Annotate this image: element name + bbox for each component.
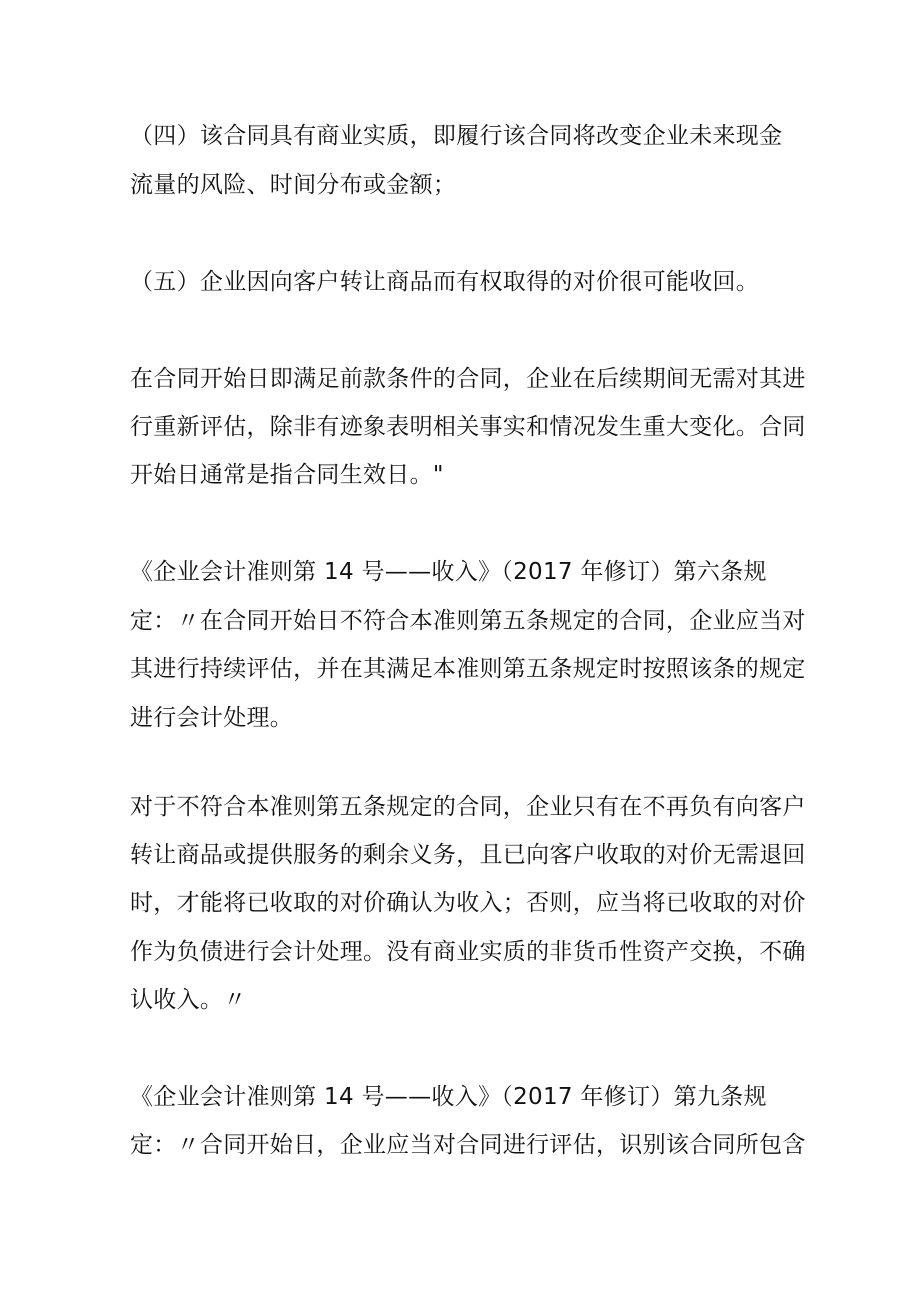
text-line: 进行会计处理。 xyxy=(130,705,294,731)
text-line: （五）企业因向客户转让商品而有权取得的对价很可能收回。 xyxy=(130,269,760,295)
text-line: 定：〃在合同开始日不符合本准则第五条规定的合同，企业应当对 xyxy=(130,608,806,634)
text-line: 流量的风险、时间分布或金额； xyxy=(130,172,457,198)
text-line: 《企业会计准则第 14 号——收入》（2017 年修订）第六条规 xyxy=(130,559,767,585)
text-line: 定：〃合同开始日，企业应当对合同进行评估，识别该合同所包含 xyxy=(130,1132,806,1158)
text-line: （四）该合同具有商业实质，即履行该合同将改变企业未来现金 xyxy=(130,123,783,149)
text-line: 《企业会计准则第 14 号——收入》（2017 年修订）第九条规 xyxy=(130,1084,767,1110)
text-line: 对于不符合本准则第五条规定的合同，企业只有在不再负有向客户 xyxy=(130,794,806,820)
text-line: 作为负债进行会计处理。没有商业实质的非货币性资产交换，不确 xyxy=(130,939,806,965)
text-line: 开始日通常是指合同生效日。" xyxy=(130,462,444,488)
text-line: 在合同开始日即满足前款条件的合同，企业在后续期间无需对其进 xyxy=(130,366,806,392)
text-line: 时，才能将已收取的对价确认为收入；否则，应当将已收取的对价 xyxy=(130,890,806,916)
text-line: 行重新评估，除非有迹象表明相关事实和情况发生重大变化。合同 xyxy=(130,414,806,440)
text-line: 认收入。〃 xyxy=(130,987,247,1013)
text-line: 转让商品或提供服务的剩余义务，且已向客户收取的对价无需退回 xyxy=(130,842,806,868)
text-line: 其进行持续评估，并在其满足本准则第五条规定时按照该条的规定 xyxy=(130,656,806,682)
